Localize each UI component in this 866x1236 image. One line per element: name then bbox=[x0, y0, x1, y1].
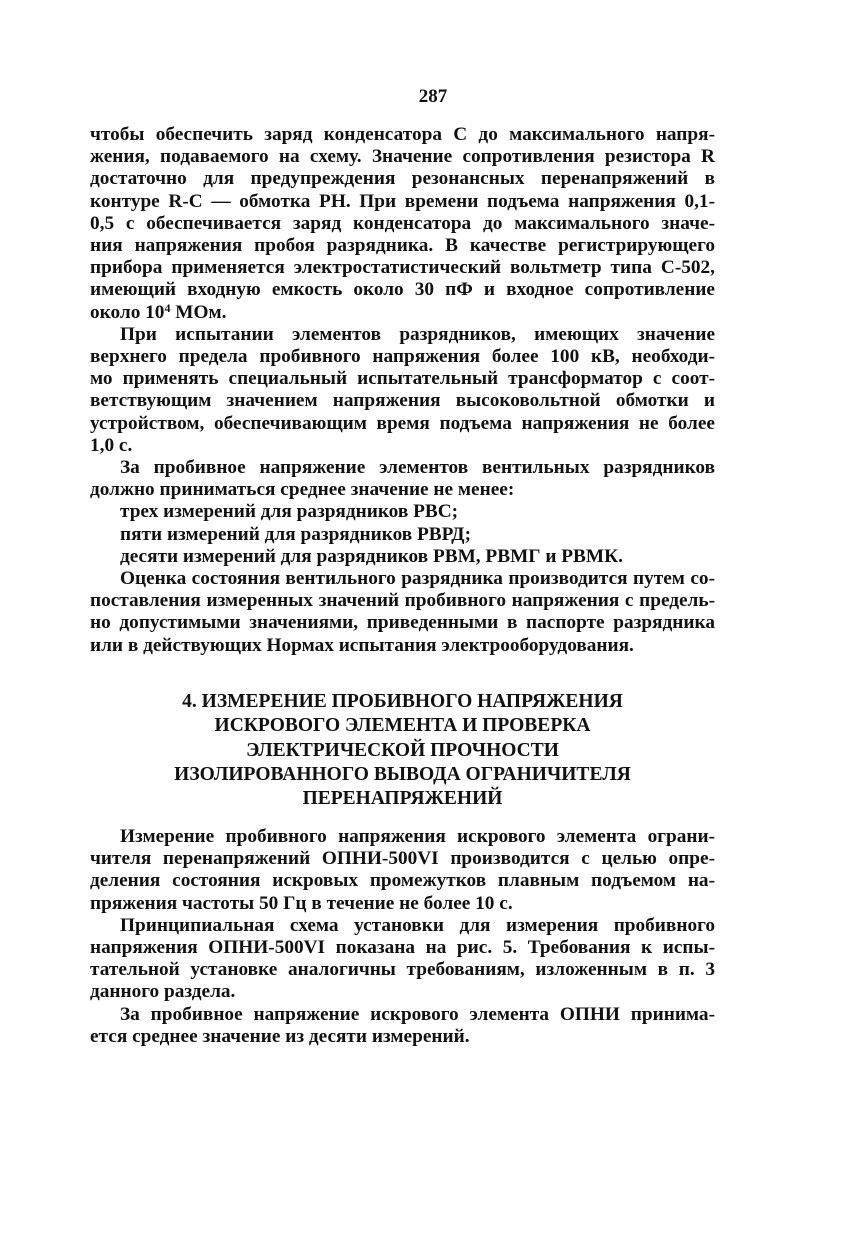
heading-line: ЭЛЕКТРИЧЕСКОЙ ПРОЧНОСТИ bbox=[246, 739, 559, 761]
text-line: 1,0 с. bbox=[90, 434, 133, 456]
paragraph bbox=[90, 546, 715, 568]
text-line: Измерение пробивного напряжения искрового элемента ограни- bbox=[120, 826, 715, 847]
text-line: верхнего предела пробивного напряжения более 100 кВ, необходи- bbox=[90, 346, 715, 368]
text-line bbox=[90, 302, 715, 324]
text-line: За пробивное напряжение элементов вентильных разрядников bbox=[120, 457, 715, 479]
text-line: данного раздела. bbox=[90, 981, 236, 1003]
heading-line: ИЗОЛИРОВАННОГО ВЫВОДА ОГРАНИЧИТЕЛЯ bbox=[174, 763, 631, 785]
text-line: достаточно для предупреждения резонансных перенапряжений в bbox=[90, 168, 715, 190]
text-line: прибора применяется электростатистический вольтметр типа С-502, bbox=[90, 257, 715, 279]
paragraph bbox=[90, 568, 715, 657]
text-line: поставления измеренных значений пробивного напряжения с предель- bbox=[90, 590, 715, 612]
text-line: или в действующих Нормах испытания электрооборудования. bbox=[90, 634, 634, 656]
text-line: деления состояния искровых промежутков плавным подъемом на- bbox=[90, 870, 715, 892]
text-line: устройством, обеспечивающим время подъема напряжения не более bbox=[90, 412, 715, 434]
paragraph bbox=[90, 826, 715, 915]
text-line: Оценка состояния вентильного разрядника производится путем со- bbox=[120, 568, 715, 590]
body-text-top bbox=[90, 124, 715, 657]
text-line: пяти измерений для разрядников РВРД; bbox=[120, 523, 471, 545]
text-line: должно приниматься среднее значение не менее: bbox=[90, 479, 515, 501]
heading-line: 4. ИЗМЕРЕНИЕ ПРОБИВНОГО НАПРЯЖЕНИЯ bbox=[182, 691, 623, 712]
superscript: 4 bbox=[164, 300, 171, 315]
text-span: около 10 bbox=[90, 301, 165, 323]
text-line: чителя перенапряжений ОПНИ-500VI производится с целью опре- bbox=[90, 848, 715, 870]
heading-line: ИСКРОВОГО ЭЛЕМЕНТА И ПРОВЕРКА bbox=[214, 715, 591, 737]
body-text-bottom bbox=[90, 826, 715, 1048]
text-line: мо применять специальный испытательный трансформатор с соот- bbox=[90, 368, 715, 390]
paragraph bbox=[90, 324, 715, 457]
page-number: 287 bbox=[418, 86, 448, 107]
text-span: МОм. bbox=[170, 301, 227, 323]
text-line: но допустимыми значениями, приведенными в паспорте разрядника bbox=[90, 612, 715, 634]
paragraph bbox=[90, 1004, 715, 1048]
text-line: пряжения частоты 50 Гц в течение не более 10 с. bbox=[90, 892, 513, 914]
text-line: Принципиальная схема установки для измерения пробивного bbox=[120, 914, 715, 936]
text-line: контуре R-C — обмотка РН. При времени подъема напряжения 0,1- bbox=[90, 190, 715, 212]
text-line: ется среднее значение из десяти измерений. bbox=[90, 1025, 470, 1047]
text-line: ветствующим значением напряжения высоковольтной обмотки и bbox=[90, 390, 715, 412]
paragraph bbox=[90, 915, 715, 1004]
heading-line: ПЕРЕНАПРЯЖЕНИЙ bbox=[302, 788, 503, 810]
text-line: ния напряжения пробоя разрядника. В качестве регистрирующего bbox=[90, 235, 715, 257]
paragraph bbox=[90, 524, 715, 546]
text-line: При испытании элементов разрядников, имеющих значение bbox=[120, 323, 715, 345]
section-heading bbox=[90, 690, 715, 811]
paragraph bbox=[90, 457, 715, 501]
text-line: За пробивное напряжение искрового элемента ОПНИ принима- bbox=[120, 1003, 715, 1025]
text-line: чтобы обеспечить заряд конденсатора С до максимального напря- bbox=[90, 124, 715, 145]
text-line: 0,5 с обеспечивается заряд конденсатора до максимального значе- bbox=[90, 212, 715, 234]
paragraph bbox=[90, 124, 715, 324]
text-line: трех измерений для разрядников РВС; bbox=[120, 501, 459, 523]
text-line: имеющий входную емкость около 30 пФ и входное сопротивление bbox=[90, 279, 715, 301]
paragraph bbox=[90, 501, 715, 523]
text-line: жения, подаваемого на схему. Значение сопротивления резистора R bbox=[90, 146, 715, 168]
text-line: десяти измерений для разрядников РВМ, РВМГ и РВМК. bbox=[120, 545, 623, 567]
text-line: тательной установке аналогичны требованиям, изложенным в п. 3 bbox=[90, 959, 715, 981]
text-line: напряжения ОПНИ-500VI показана на рис. 5. Требования к испы- bbox=[90, 937, 715, 959]
